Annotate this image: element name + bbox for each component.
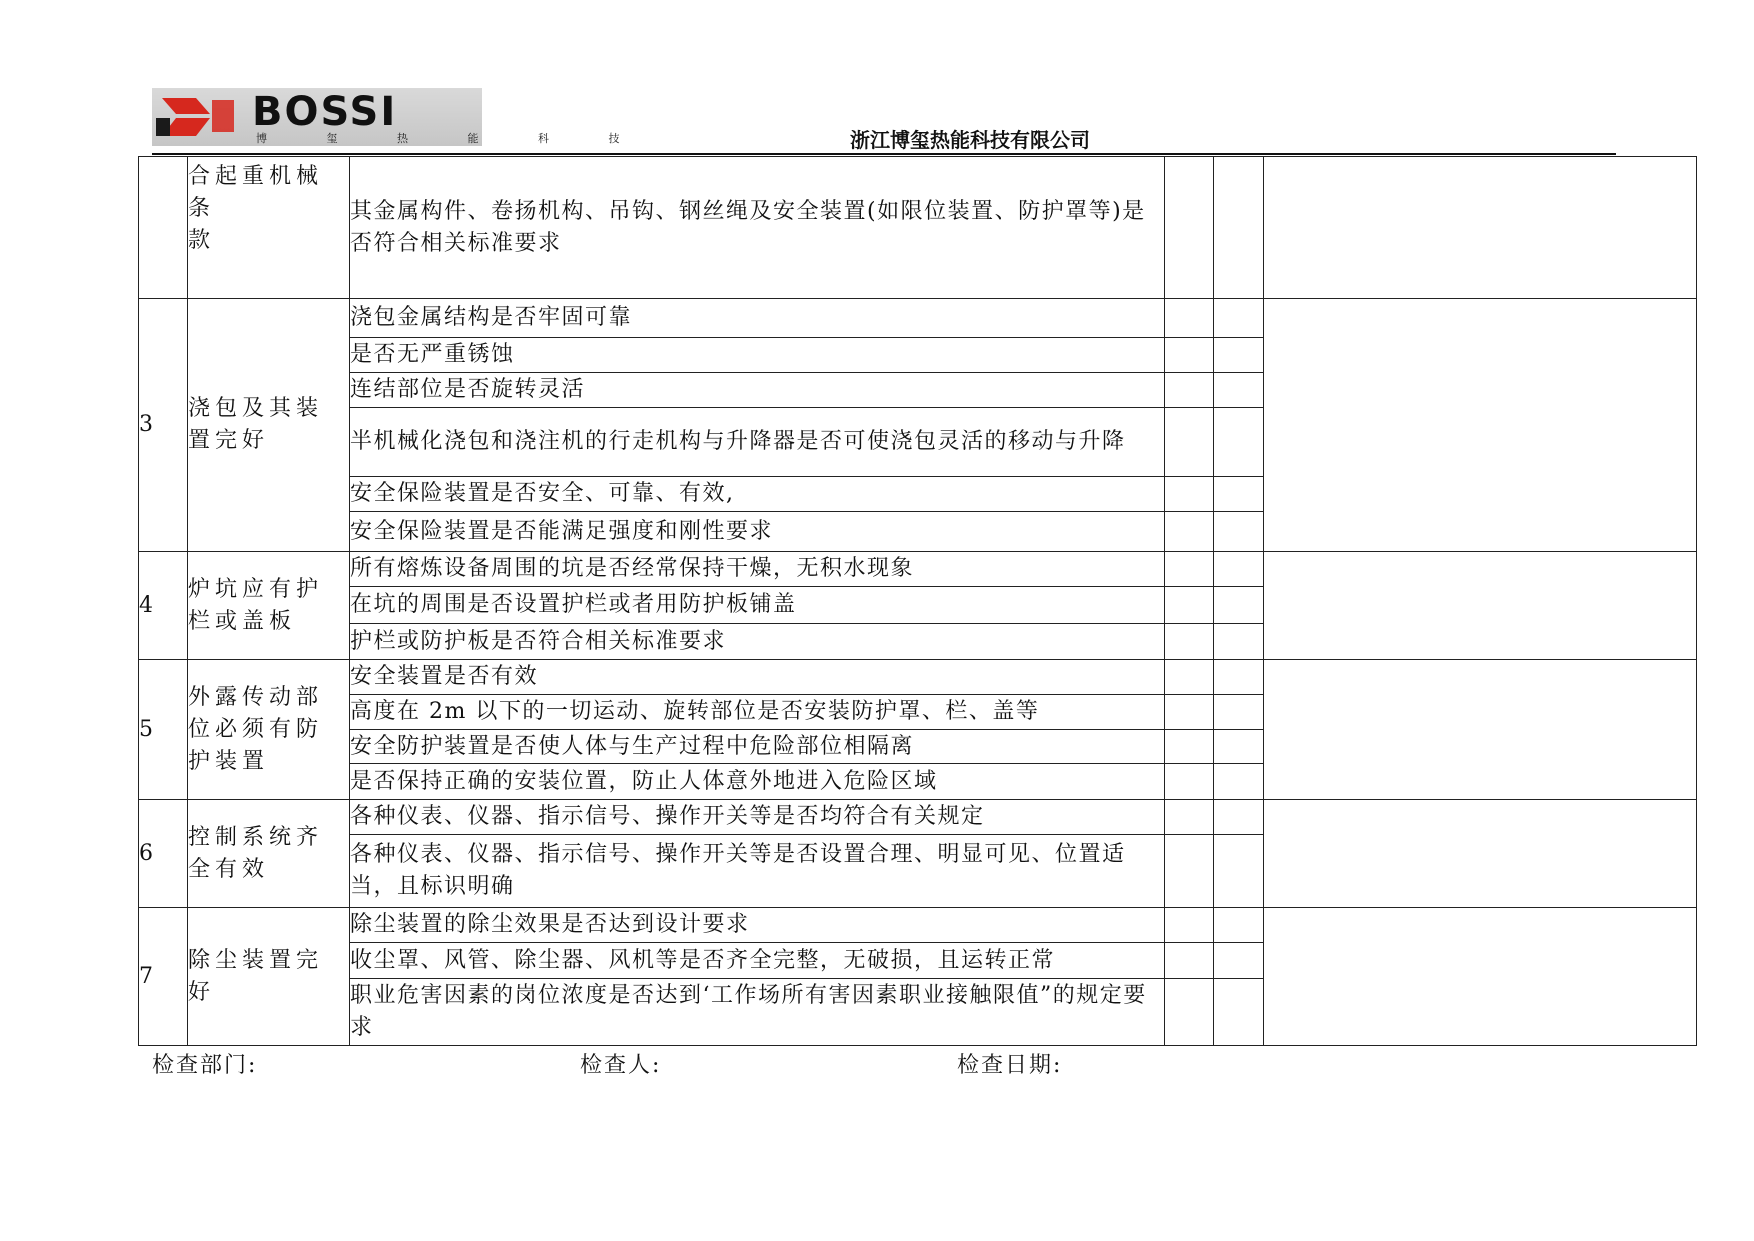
check-cell-yes[interactable] — [1165, 299, 1214, 338]
remarks-cell[interactable] — [1264, 800, 1697, 908]
section-number: 7 — [139, 908, 188, 1046]
check-item: 连结部位是否旋转灵活 — [350, 373, 1165, 408]
check-cell-no[interactable] — [1214, 835, 1264, 908]
header-divider — [152, 153, 1616, 155]
check-item: 浇包金属结构是否牢固可靠 — [350, 299, 1165, 338]
section-category: 浇包及其装置完好 — [188, 299, 350, 552]
check-cell-no[interactable] — [1214, 552, 1264, 587]
check-cell-no[interactable] — [1214, 660, 1264, 695]
check-item: 所有熔炼设备周围的坑是否经常保持干燥，无积水现象 — [350, 552, 1165, 587]
check-cell-yes[interactable] — [1165, 408, 1214, 477]
remarks-cell[interactable] — [1264, 552, 1697, 660]
section-number: 4 — [139, 552, 188, 660]
check-cell-no[interactable] — [1214, 730, 1264, 764]
section-category: 除尘装置完好 — [188, 908, 350, 1046]
table-row — [139, 299, 1697, 338]
table-row — [139, 157, 1697, 299]
check-cell-yes[interactable] — [1165, 730, 1214, 764]
check-cell-yes[interactable] — [1165, 835, 1214, 908]
check-cell-no[interactable] — [1214, 477, 1264, 512]
footer-inspector-label: 检查人: — [580, 1053, 662, 1078]
check-item: 是否保持正确的安装位置，防止人体意外地进入危险区域 — [350, 764, 1165, 800]
check-item: 收尘罩、风管、除尘器、风机等是否齐全完整，无破损，且运转正常 — [350, 943, 1165, 979]
table-row — [139, 660, 1697, 695]
check-cell-no[interactable] — [1214, 299, 1264, 338]
check-cell-no[interactable] — [1214, 338, 1264, 373]
table-row — [139, 908, 1697, 943]
check-item: 是否无严重锈蚀 — [350, 338, 1165, 373]
section-category: 外露传动部位必须有防护装置 — [188, 660, 350, 800]
check-cell-no[interactable] — [1214, 943, 1264, 979]
section-number — [139, 157, 188, 299]
check-cell-yes[interactable] — [1165, 979, 1214, 1046]
check-cell-no[interactable] — [1214, 408, 1264, 477]
table-row — [139, 552, 1697, 587]
check-item: 除尘装置的除尘效果是否达到设计要求 — [350, 908, 1165, 943]
section-category: 炉坑应有护栏或盖板 — [188, 552, 350, 660]
company-name: 浙江博玺热能科技有限公司 — [850, 128, 1090, 152]
check-item: 安全保险装置是否安全、可靠、有效, — [350, 477, 1165, 512]
check-cell-no[interactable] — [1214, 979, 1264, 1046]
check-cell-no[interactable] — [1214, 587, 1264, 624]
check-cell-yes[interactable] — [1165, 338, 1214, 373]
check-cell-no[interactable] — [1214, 157, 1264, 299]
check-cell-yes[interactable] — [1165, 587, 1214, 624]
check-item: 其金属构件、卷扬机构、吊钩、钢丝绳及安全装置(如限位装置、防护罩等)是否符合相关标准要求 — [350, 157, 1165, 299]
check-cell-no[interactable] — [1214, 800, 1264, 835]
check-cell-yes[interactable] — [1165, 660, 1214, 695]
check-cell-no[interactable] — [1214, 908, 1264, 943]
remarks-cell[interactable] — [1264, 157, 1697, 299]
check-item: 职业危害因素的岗位浓度是否达到‘工作场所有害因素职业接触限值”的规定要求 — [350, 979, 1165, 1046]
section-category: 合起重机械条 款 — [188, 157, 350, 299]
check-cell-no[interactable] — [1214, 373, 1264, 408]
check-cell-yes[interactable] — [1165, 157, 1214, 299]
check-item: 半机械化浇包和浇注机的行走机构与升降器是否可使浇包灵活的移动与升降 — [350, 408, 1165, 477]
check-cell-yes[interactable] — [1165, 800, 1214, 835]
check-item: 各种仪表、仪器、指示信号、操作开关等是否设置合理、明显可见、位置适当，且标识明确 — [350, 835, 1165, 908]
check-item: 安全装置是否有效 — [350, 660, 1165, 695]
footer-department-label: 检查部门: — [152, 1053, 258, 1078]
check-cell-yes[interactable] — [1165, 943, 1214, 979]
check-item: 在坑的周围是否设置护栏或者用防护板铺盖 — [350, 587, 1165, 624]
remarks-cell[interactable] — [1264, 908, 1697, 1046]
check-cell-yes[interactable] — [1165, 552, 1214, 587]
check-cell-no[interactable] — [1214, 764, 1264, 800]
footer-date-label: 检查日期: — [957, 1053, 1063, 1078]
check-cell-yes[interactable] — [1165, 624, 1214, 660]
check-cell-no[interactable] — [1214, 512, 1264, 552]
logo-wordmark: BOSSI — [252, 89, 398, 135]
check-cell-yes[interactable] — [1165, 908, 1214, 943]
table-row — [139, 800, 1697, 835]
bossi-emblem-icon — [152, 88, 252, 146]
check-item: 各种仪表、仪器、指示信号、操作开关等是否均符合有关规定 — [350, 800, 1165, 835]
check-cell-no[interactable] — [1214, 624, 1264, 660]
check-cell-yes[interactable] — [1165, 512, 1214, 552]
check-cell-yes[interactable] — [1165, 695, 1214, 730]
check-cell-yes[interactable] — [1165, 477, 1214, 512]
check-item: 安全保险装置是否能满足强度和刚性要求 — [350, 512, 1165, 552]
check-cell-yes[interactable] — [1165, 764, 1214, 800]
bossi-logo — [152, 88, 648, 146]
logo-subtitle: 博 玺 热 能 科 技 — [256, 132, 648, 145]
section-number: 6 — [139, 800, 188, 908]
inspection-checklist-table — [138, 156, 1697, 1046]
section-category: 控制系统齐全有效 — [188, 800, 350, 908]
check-cell-no[interactable] — [1214, 695, 1264, 730]
check-item: 护栏或防护板是否符合相关标准要求 — [350, 624, 1165, 660]
check-cell-yes[interactable] — [1165, 373, 1214, 408]
section-number: 5 — [139, 660, 188, 800]
check-item: 高度在 2m 以下的一切运动、旋转部位是否安装防护罩、栏、盖等 — [350, 695, 1165, 730]
section-number: 3 — [139, 299, 188, 552]
remarks-cell[interactable] — [1264, 660, 1697, 800]
remarks-cell[interactable] — [1264, 299, 1697, 552]
check-item: 安全防护装置是否使人体与生产过程中危险部位相隔离 — [350, 730, 1165, 764]
